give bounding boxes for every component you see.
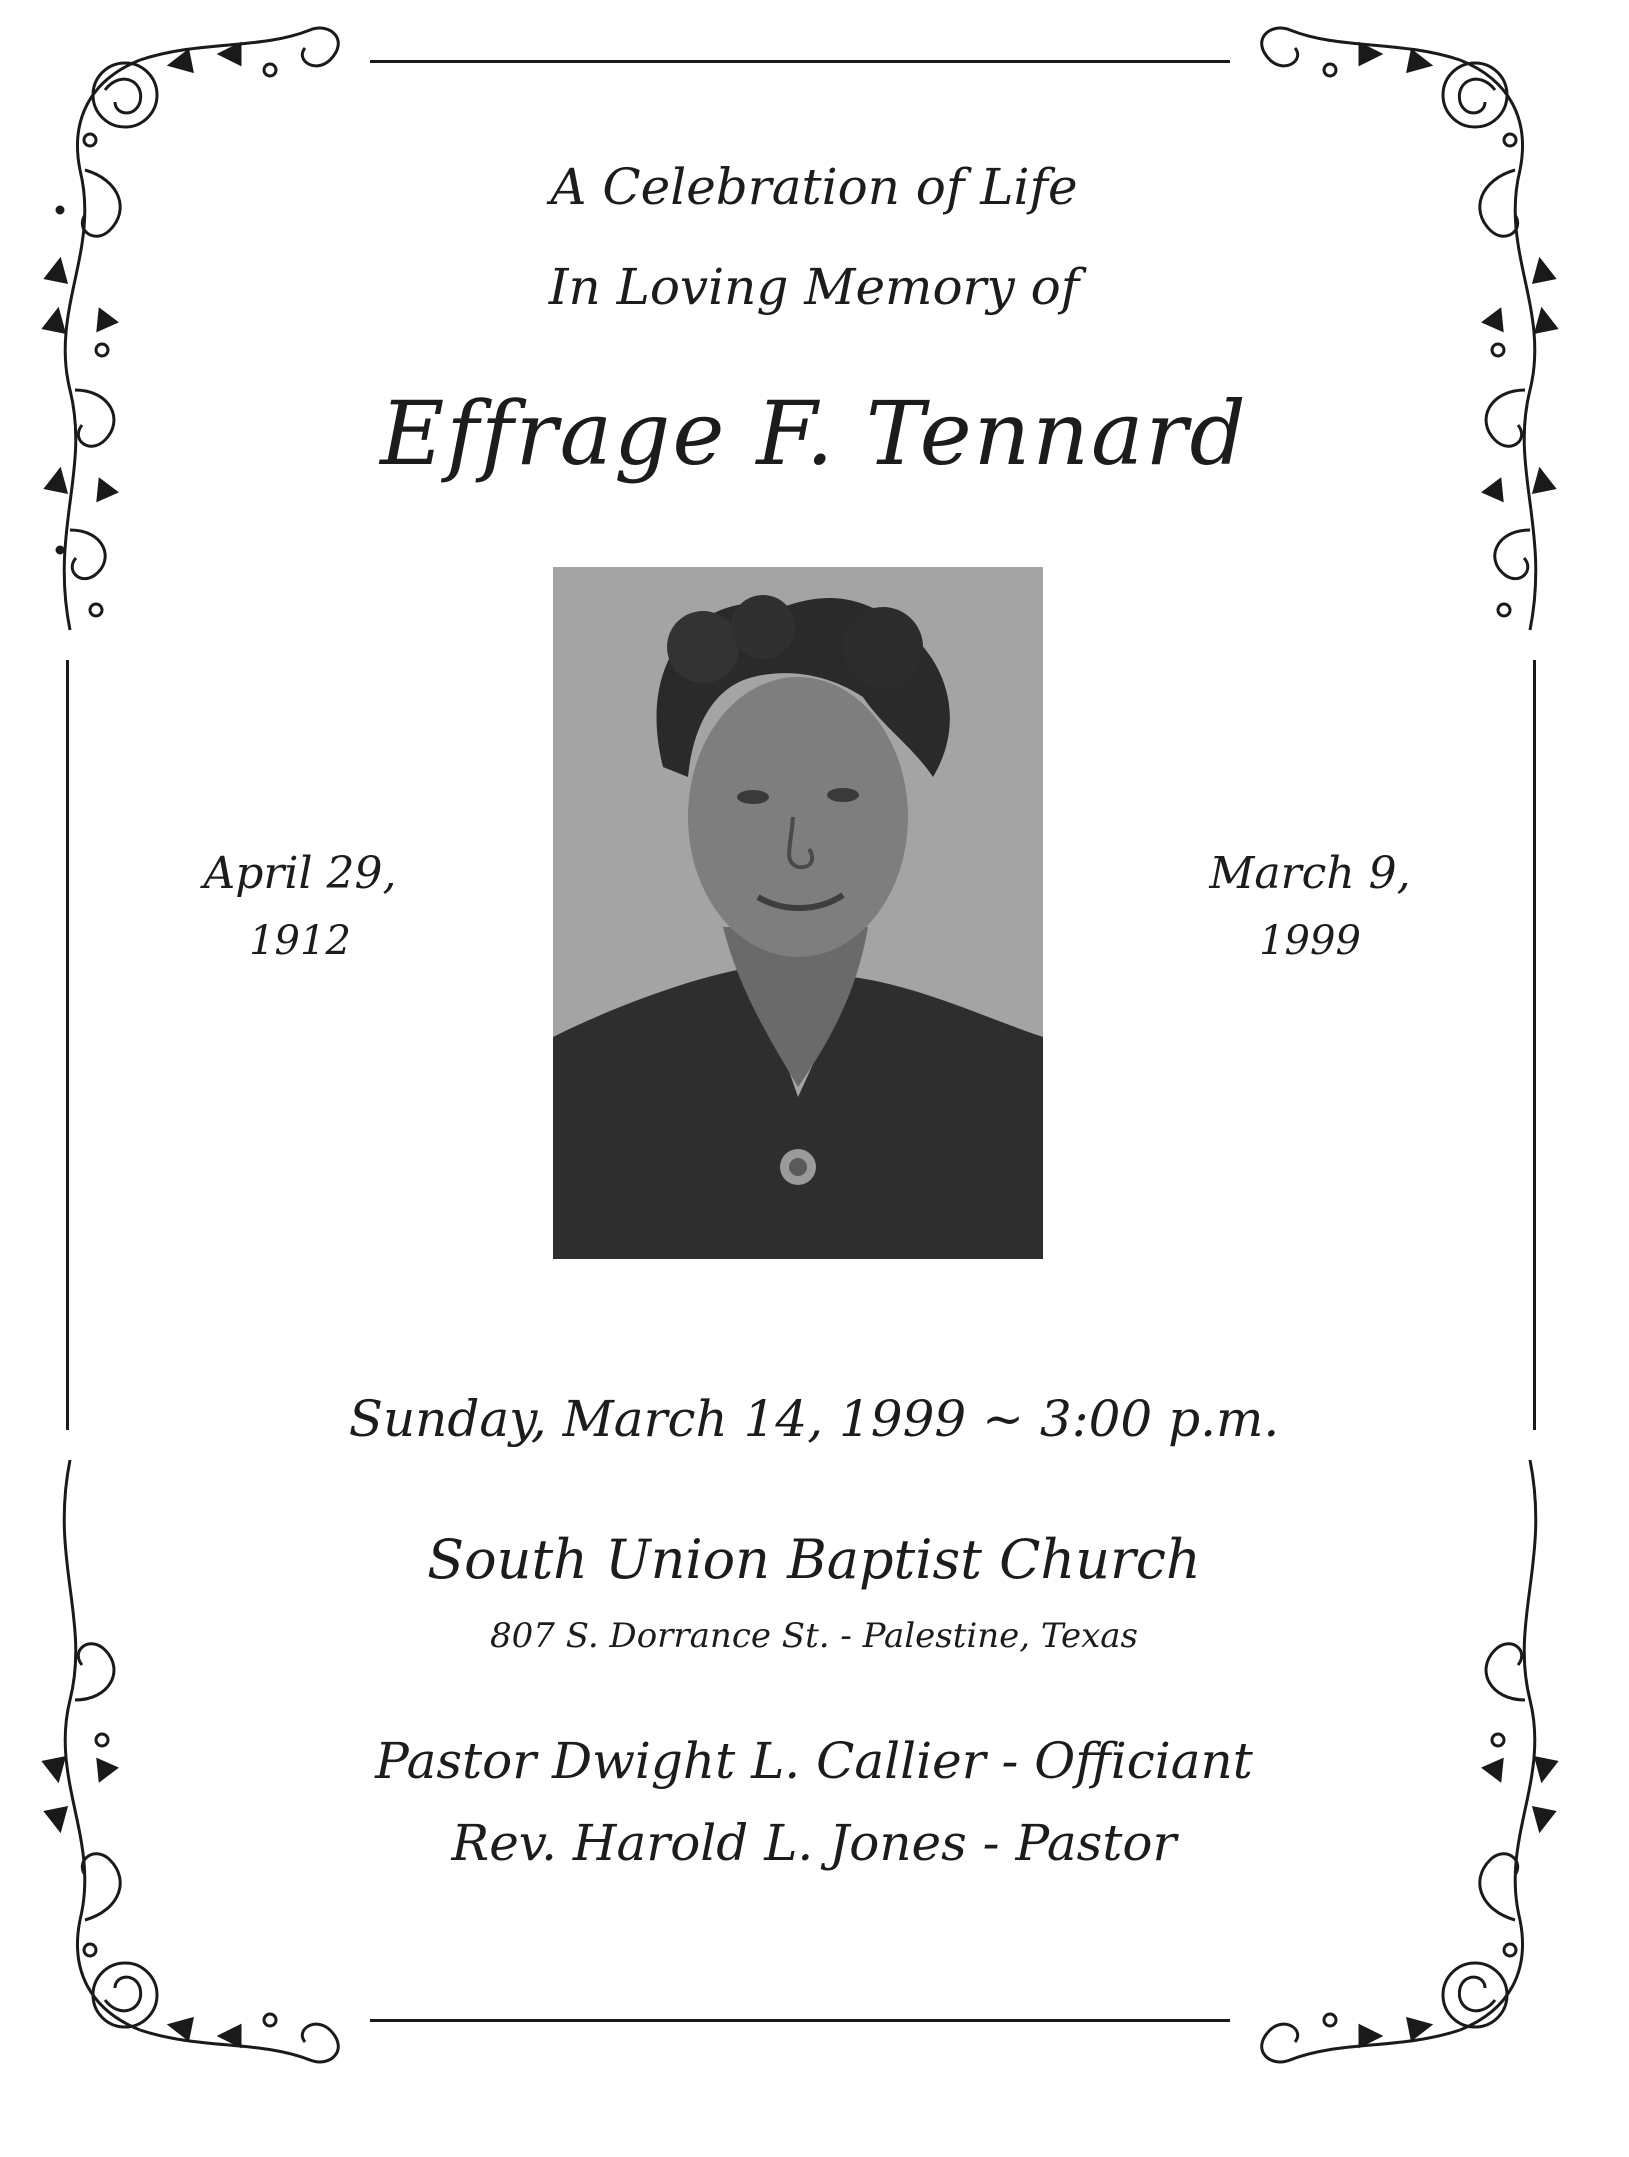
church-address: 807 S. Dorrance St. - Palestine, Texas xyxy=(490,1616,1138,1656)
death-date: March 9, xyxy=(1209,848,1411,899)
service-datetime: Sunday, March 14, 1999 ~ 3:00 p.m. xyxy=(348,1390,1280,1448)
church-name: South Union Baptist Church xyxy=(427,1528,1201,1591)
portrait-photo xyxy=(553,567,1043,1259)
left-border-rule xyxy=(66,660,69,1430)
floral-corner-icon xyxy=(30,10,360,650)
bottom-border-rule xyxy=(370,2019,1230,2022)
right-border-rule xyxy=(1533,660,1536,1430)
death-year: 1999 xyxy=(1259,918,1361,964)
deceased-name: Effrage F. Tennard xyxy=(380,382,1248,485)
birth-year: 1912 xyxy=(249,918,351,964)
top-border-rule xyxy=(370,60,1230,63)
heading-memory: In Loving Memory of xyxy=(548,258,1080,316)
heading-celebration: A Celebration of Life xyxy=(550,158,1078,216)
floral-corner-icon xyxy=(1240,10,1570,650)
officiant-line: Pastor Dwight L. Callier - Officiant xyxy=(375,1732,1253,1790)
birth-date: April 29, xyxy=(203,848,397,899)
pastor-line: Rev. Harold L. Jones - Pastor xyxy=(451,1814,1177,1872)
